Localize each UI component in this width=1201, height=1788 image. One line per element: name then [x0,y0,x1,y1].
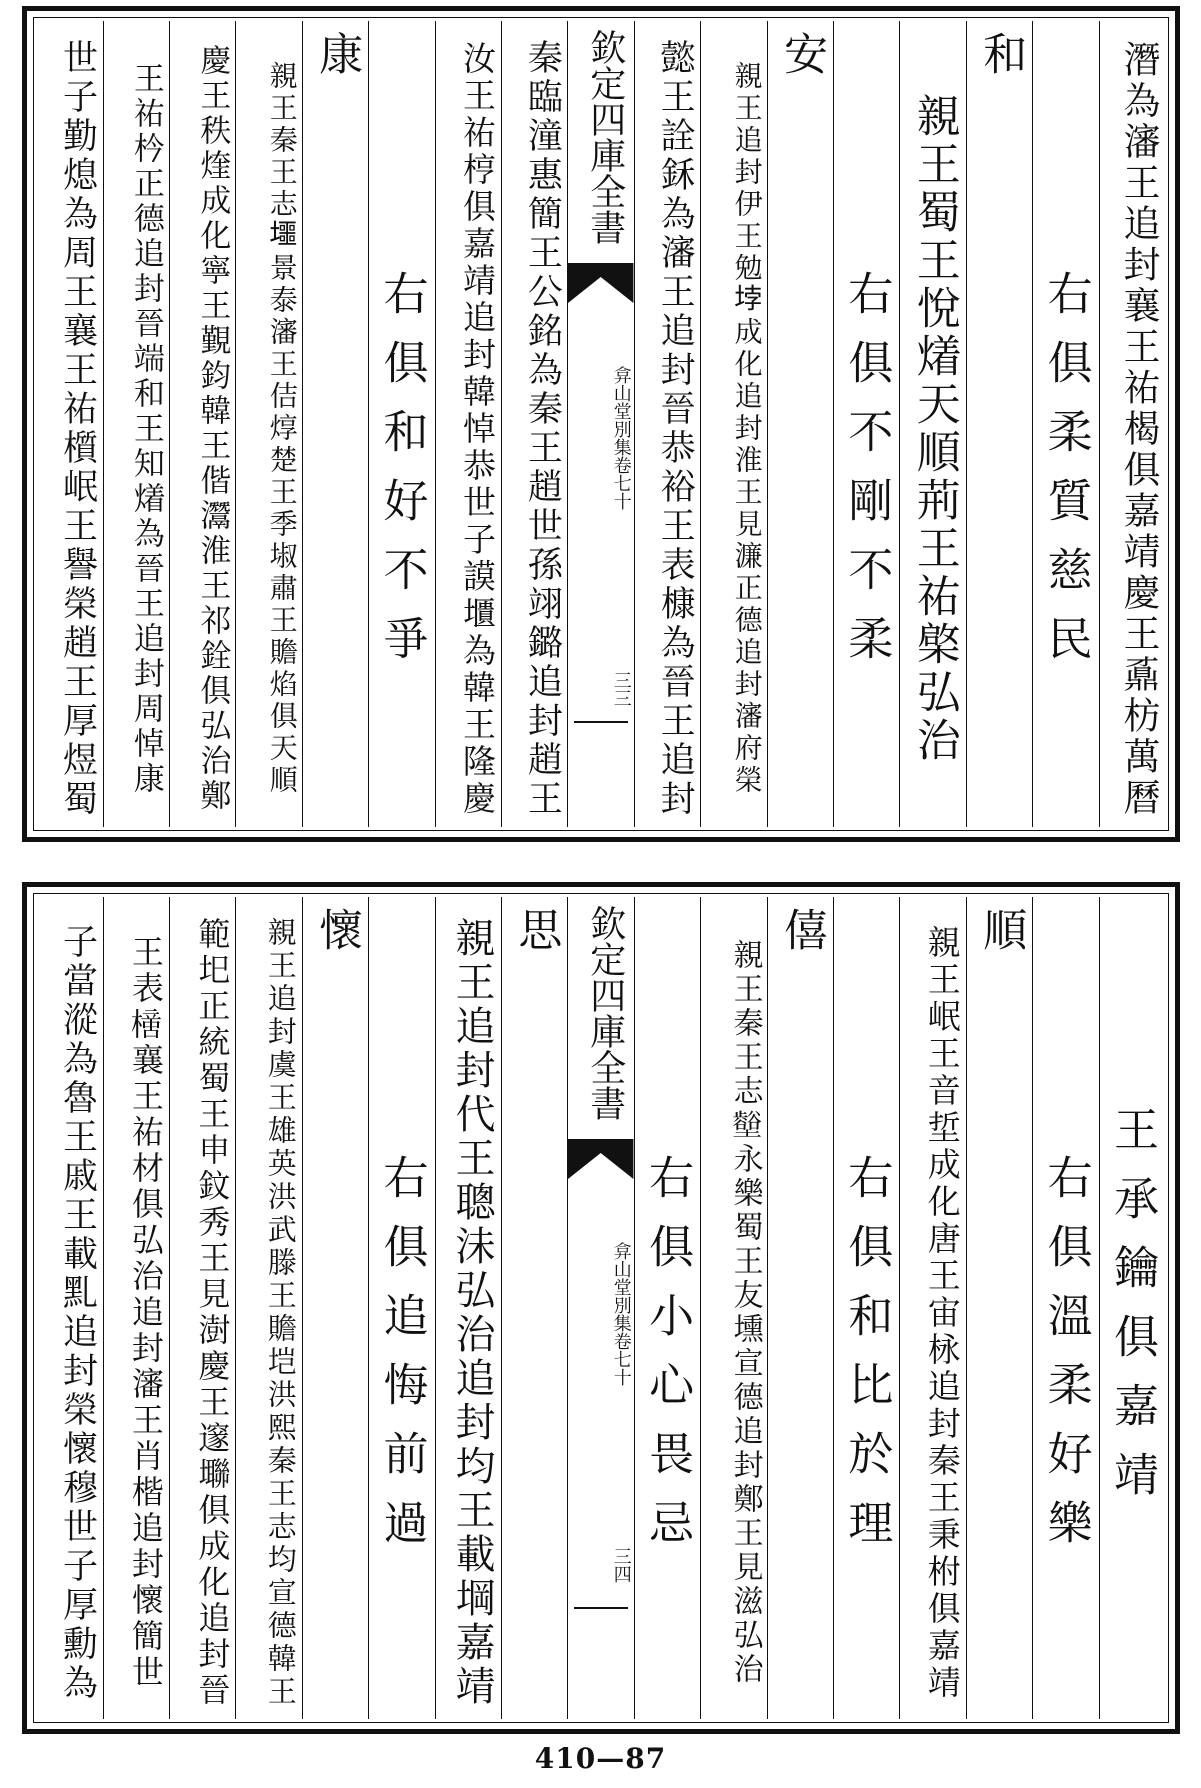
column-text: 右俱和好不爭 [375,269,429,684]
category-column [966,21,1032,827]
volume-label: 卷七十 [610,1332,632,1386]
text-column [169,897,235,1719]
text-column [235,21,301,827]
text-column [833,21,899,827]
volume-label: 卷七十 [610,456,632,510]
column-text: 親王追封代王聰沬弘治追封均王載堈嘉靖 [448,917,495,1709]
text-column [1032,897,1098,1719]
column-text: 潛為瀋王追封襄王祐楬俱嘉靖慶王鼒枋萬曆 [1117,39,1160,819]
category-column [767,21,833,827]
bottom-columns [37,897,1165,1719]
center-banner [567,897,633,1719]
banner-book-name [568,366,633,510]
text-column [368,21,434,827]
text-column [435,897,501,1719]
text-column [37,21,102,827]
category-column [966,897,1032,1719]
text-column [103,21,169,827]
bottom-page [22,882,1180,1734]
text-column [899,897,965,1719]
column-text: 右俱溫柔好樂 [1039,1153,1093,1568]
column-text: 秦臨潼惠簡王公銘為秦王趙世孫翊鏴追封趙王 [522,39,563,819]
top-page [22,6,1180,842]
text-column [1099,897,1165,1719]
category-column [501,897,567,1719]
banner-book-name [568,1242,633,1386]
text-column [368,897,434,1719]
column-text: 世子勤熄為周王襄王祐櫍岷王譽榮趙王厚煜蜀 [57,39,98,819]
book-title: 弇山堂別集 [610,366,632,456]
fish-tail-mark-icon [568,1139,633,1179]
top-columns [37,21,1165,827]
banner-page-number: 三四 [610,1547,632,1583]
text-column [37,897,102,1719]
column-text: 汝王祐梈俱嘉靖追封韓悼恭世子謨㙺為韓王隆慶 [457,40,497,818]
column-text: 右俱和比於理 [840,1153,894,1568]
center-banner [567,21,633,827]
text-column [634,21,700,827]
category-heading: 思 [510,907,562,951]
text-column [1099,21,1165,827]
category-heading: 懷 [311,907,363,951]
banner-page-number: 三三 [610,671,632,707]
column-text: 王表𣚍襄王祐材俱弘治追封瀋王肖楷追封懷簡世 [126,935,165,1691]
category-heading: 安 [775,31,827,75]
category-heading: 僖 [775,907,827,951]
column-text: 王承鑰俱嘉靖 [1106,1106,1159,1520]
banner-rule [574,1607,627,1609]
category-heading: 順 [975,907,1027,951]
column-text: 王祐枔正德追封晉端和王知𤏲為晉王追封周悼康 [127,61,164,797]
text-column [103,897,169,1719]
text-column [235,897,301,1719]
banner-title: 欽定四庫全書 [584,905,626,1121]
text-column [700,897,766,1719]
column-text: 親王秦王志𡓼永樂蜀王友壎宣德追封鄭王見滋弘治 [727,939,763,1687]
column-text: 慶王秩煃成化寧王覲鈞韓王偕灊淮王祁銓俱弘治鄭 [194,44,231,814]
column-text: 懿王詮鉌為瀋王追封晉恭裕王表槺為晉王追封 [655,39,696,819]
column-text: 子當漎為魯王戚王載䵝追封榮懷穆世子厚勳為 [57,923,98,1703]
column-text: 右俱小心畏忌 [641,1153,695,1568]
banner-rule [574,721,627,723]
column-text: 親王追封虞王雄英洪武滕王贍垲洪熙秦王志均宣德韓王 [263,917,298,1709]
text-column [501,21,567,827]
text-column [1032,21,1098,827]
book-title: 弇山堂別集 [610,1242,632,1332]
text-column [435,21,501,827]
page-footer-number: 410—87 [534,1742,667,1775]
text-column [169,21,235,827]
text-column [634,897,700,1719]
category-heading: 和 [975,31,1027,75]
category-column [302,21,368,827]
column-text: 範圯正統蜀王申鈫秀王見澍慶王邃壣俱成化追封晉 [193,917,232,1709]
column-text: 右俱追悔前過 [375,1153,429,1568]
fish-tail-mark-icon [568,263,633,303]
text-column [899,21,965,827]
category-heading: 康 [311,31,363,75]
category-column [767,897,833,1719]
category-column [302,897,368,1719]
text-column [833,897,899,1719]
column-text: 右俱柔質慈民 [1039,269,1093,684]
text-column [700,21,766,827]
column-text: 右俱不剛不柔 [840,269,894,684]
column-text: 親王岷王音埑成化唐王宙栐追封秦王秉柎俱嘉靖 [922,924,962,1702]
column-text: 親王蜀王悅𤏲天順荊王祐𣘼弘治 [908,93,960,765]
column-text: 親王秦王志𡓐景泰瀋王佶焞楚王季埱肅王贍焰俱天順 [265,61,299,797]
banner-title: 欽定四庫全書 [584,29,626,245]
column-text: 親王追封伊王勉𡋯成化追封淮王見濂正德追封瀋府榮 [730,61,764,797]
